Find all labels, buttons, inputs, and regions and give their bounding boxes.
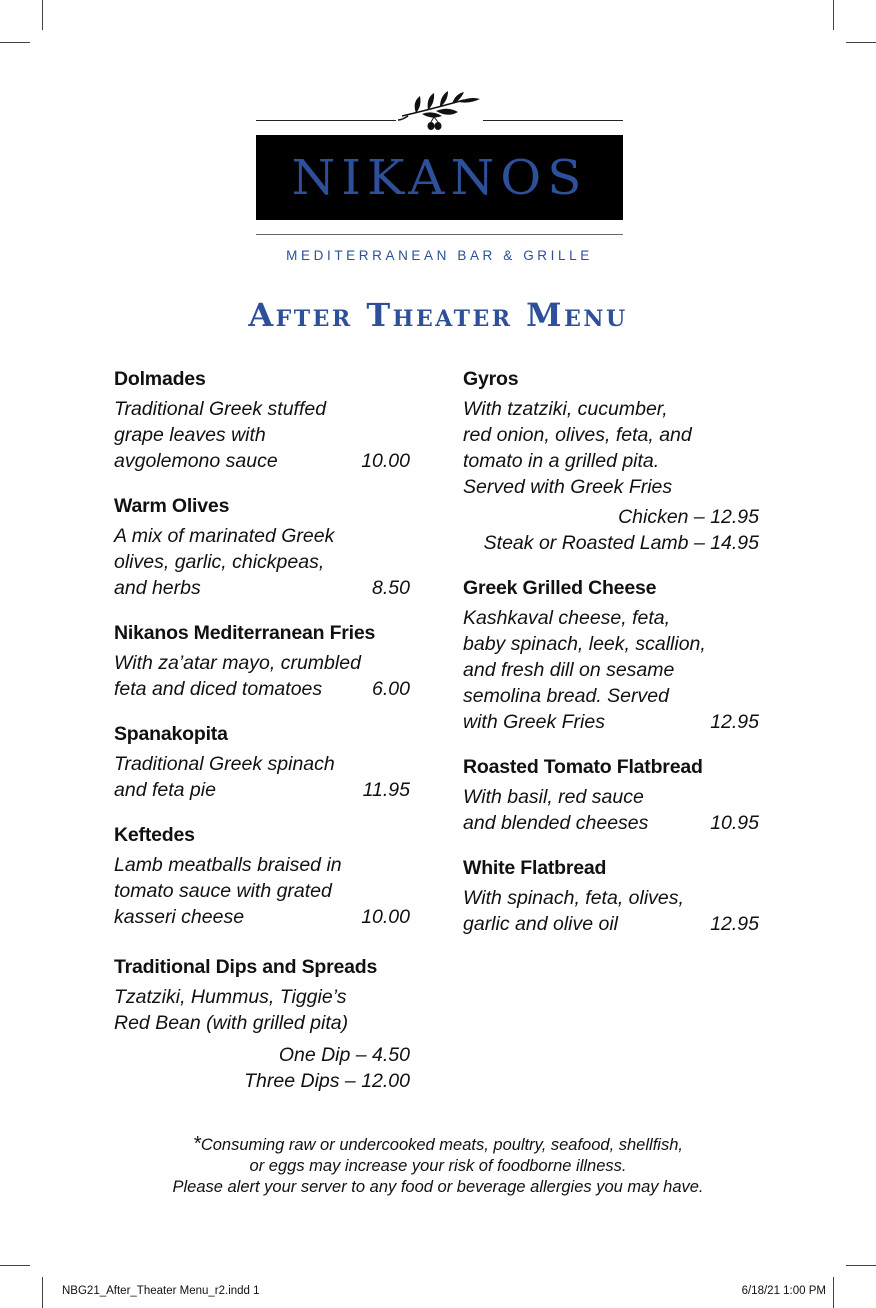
item-desc: kasseri cheese	[114, 906, 245, 928]
item-desc: and herbs	[114, 577, 201, 599]
notice-line: or eggs may increase your risk of foodborne illness.	[249, 1157, 627, 1175]
print-slug-filename: NBG21_After_Theater Menu_r2.indd 1	[62, 1285, 260, 1297]
olive-branch-icon	[398, 90, 482, 136]
crop-mark	[0, 1265, 30, 1266]
item-option-price: Three Dips – 12.00	[244, 1070, 410, 1092]
item-desc-price-line	[463, 911, 759, 937]
logo-banner	[256, 135, 623, 220]
menu-item-roasted-tomato-flatbread	[463, 754, 759, 836]
item-desc: avgolemono sauce	[114, 450, 278, 472]
crop-mark	[833, 0, 834, 30]
logo-rule-left	[256, 120, 396, 121]
item-name: Dolmades	[114, 368, 206, 390]
item-name: Warm Olives	[114, 495, 230, 517]
item-name: Nikanos Mediterranean Fries	[114, 622, 376, 644]
menu-item-warm-olives	[114, 493, 410, 601]
item-desc: With basil, red sauce	[463, 786, 644, 808]
item-desc: red onion, olives, feta, and	[463, 424, 692, 446]
item-name: Greek Grilled Cheese	[463, 577, 657, 599]
item-desc: Served with Greek Fries	[463, 476, 673, 498]
item-desc: Traditional Greek stuffed	[114, 398, 327, 420]
item-desc: Kashkaval cheese, feta,	[463, 607, 671, 629]
item-desc: tomato in a grilled pita.	[463, 450, 660, 472]
item-price: 10.95	[710, 812, 759, 834]
item-desc: tomato sauce with grated	[114, 880, 332, 902]
item-desc: semolina bread. Served	[463, 685, 669, 707]
item-desc: baby spinach, leek, scallion,	[463, 633, 706, 655]
item-name: Keftedes	[114, 824, 195, 846]
item-name: Gyros	[463, 368, 519, 390]
crop-mark	[846, 42, 876, 43]
item-option-price: One Dip – 4.50	[278, 1044, 410, 1066]
crop-mark	[42, 1277, 43, 1308]
item-desc-price-line	[114, 676, 410, 702]
item-desc: Traditional Greek spinach	[114, 753, 335, 775]
item-desc: with Greek Fries	[463, 711, 605, 733]
menu-item-spanakopita	[114, 721, 410, 803]
item-desc: garlic and olive oil	[463, 913, 619, 935]
item-desc: and fresh dill on sesame	[463, 659, 675, 681]
item-desc-price-line	[114, 904, 410, 930]
item-desc-price-line	[463, 709, 759, 735]
item-name: Traditional Dips and Spreads	[114, 956, 378, 978]
item-desc: olives, garlic, chickpeas,	[114, 551, 325, 573]
logo-rule-bottom	[256, 234, 623, 235]
item-option-price: Steak or Roasted Lamb – 14.95	[483, 532, 759, 554]
menu-title: After Theater Menu	[248, 296, 628, 334]
logo-rule-right	[483, 120, 623, 121]
food-safety-notice	[0, 1134, 876, 1198]
crop-mark	[0, 42, 30, 43]
item-desc: With tzatziki, cucumber,	[463, 398, 668, 420]
item-price: 11.95	[362, 779, 410, 801]
item-desc: With za’atar mayo, crumbled	[114, 652, 361, 674]
print-slug-date: 6/18/21 1:00 PM	[741, 1285, 826, 1297]
menu-item-white-flatbread	[463, 855, 759, 937]
menu-item-dips	[114, 954, 410, 1094]
item-desc: Lamb meatballs braised in	[114, 854, 342, 876]
item-price: 10.00	[361, 906, 410, 928]
notice-line: Please alert your server to any food or beverage allergies you may have.	[172, 1178, 704, 1196]
menu-item-mediterranean-fries	[114, 620, 410, 702]
item-desc-price-line	[463, 810, 759, 836]
item-desc-price-line	[114, 777, 410, 803]
item-desc: feta and diced tomatoes	[114, 678, 323, 700]
item-name: Roasted Tomato Flatbread	[463, 756, 703, 778]
menu-column-right	[463, 366, 759, 956]
item-option-price: Chicken – 12.95	[618, 506, 759, 528]
asterisk: *	[193, 1133, 201, 1155]
item-price: 12.95	[710, 913, 759, 935]
item-price: 12.95	[710, 711, 759, 733]
item-desc: A mix of marinated Greek	[114, 525, 335, 547]
item-desc: and blended cheeses	[463, 812, 649, 834]
item-desc-price-line	[114, 575, 410, 601]
menu-item-gyros	[463, 366, 759, 556]
item-price: 10.00	[361, 450, 410, 472]
notice-line: *Consuming raw or undercooked meats, poultry, seafood, shellfish,	[193, 1133, 683, 1155]
brand-tagline: MEDITERRANEAN BAR & GRILLE	[286, 248, 593, 263]
item-name: Spanakopita	[114, 723, 228, 745]
item-desc: Tzatziki, Hummus, Tiggie’s	[114, 986, 347, 1008]
menu-item-greek-grilled-cheese	[463, 575, 759, 735]
item-desc: With spinach, feta, olives,	[463, 887, 684, 909]
item-desc: and feta pie	[114, 779, 216, 801]
item-price: 8.50	[372, 577, 410, 599]
crop-mark	[846, 1265, 876, 1266]
brand-name: NIKANOS	[291, 149, 588, 206]
item-desc: grape leaves with	[114, 424, 266, 446]
item-price: 6.00	[372, 678, 410, 700]
item-desc-price-line	[114, 448, 410, 474]
item-name: White Flatbread	[463, 857, 607, 879]
menu-item-dolmades	[114, 366, 410, 474]
crop-mark	[42, 0, 43, 30]
item-desc: Red Bean (with grilled pita)	[114, 1012, 349, 1034]
crop-mark	[833, 1277, 834, 1308]
menu-item-keftedes	[114, 822, 410, 930]
menu-column-left	[114, 366, 410, 1113]
